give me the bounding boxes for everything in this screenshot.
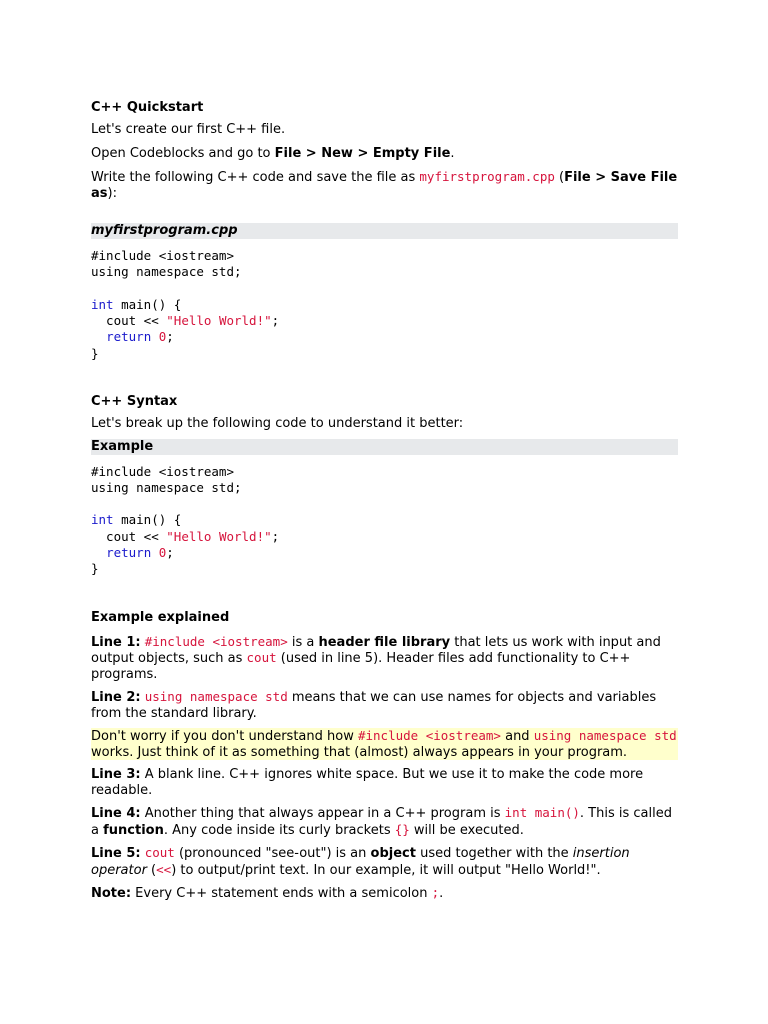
line2-code: using namespace std xyxy=(144,689,288,705)
line5-italic: insertion operator xyxy=(91,846,630,878)
code-semi-2: ; xyxy=(166,545,174,561)
line5-code: cout xyxy=(144,845,175,861)
line5-code2: << xyxy=(156,861,172,877)
line3-explanation xyxy=(91,767,678,798)
write-filename: myfirstprogram.cpp xyxy=(419,169,555,184)
line1-rest: that lets us work with input and output objects, such as xyxy=(91,634,661,667)
code-close: } xyxy=(91,561,99,577)
line4-pre: Another thing that always appear in a C++ program is xyxy=(140,806,505,822)
line4-mid: . This is called a xyxy=(91,806,672,838)
code-indent xyxy=(91,545,106,560)
line5-paren-open: ( xyxy=(146,862,157,878)
line4-bold: function xyxy=(103,822,164,838)
syntax-title: C++ Syntax xyxy=(91,394,178,410)
line1-mid: is a xyxy=(287,634,319,650)
line5-pre: (pronounced "see-out") is an xyxy=(174,846,371,862)
quickstart-title: C++ Quickstart xyxy=(91,100,204,115)
write-menu: File > Save File as xyxy=(91,170,678,201)
code-using: using namespace std; xyxy=(91,479,242,495)
line3-label: Line 3: xyxy=(91,767,141,783)
code-kw-return: return xyxy=(106,329,152,345)
code-cout: cout << xyxy=(91,528,167,544)
line4-explanation xyxy=(91,805,678,838)
code-zero: 0 xyxy=(151,329,167,345)
code-close: } xyxy=(91,345,99,361)
note2-pre: Every C++ statement ends with a semicolon xyxy=(131,886,432,902)
code-kw-return: return xyxy=(106,545,152,561)
open-menu: File > New > Empty File xyxy=(274,145,451,161)
code-indent xyxy=(91,329,106,344)
syntax-intro: Let's break up the following code to understand it better: xyxy=(91,416,464,432)
open-post: . xyxy=(450,145,455,161)
code-semi: ; xyxy=(271,528,280,544)
line4-mid2: . Any code inside its curly brackets xyxy=(163,822,395,838)
note-label: Note: xyxy=(91,886,132,902)
open-pre: Open Codeblocks and go to xyxy=(91,145,275,161)
line5-explanation xyxy=(91,845,678,878)
code-kw-int: int xyxy=(91,296,114,312)
code-block-2 xyxy=(91,464,678,578)
write-mid: ( xyxy=(554,170,565,185)
line5-bold: object xyxy=(370,846,416,862)
line3-rest: A blank line. C++ ignores white space. But we use it to make the code more readable. xyxy=(91,767,644,798)
note-post: works. Just think of it as something that (almost) always appears in your program. xyxy=(91,744,628,760)
content xyxy=(91,100,678,902)
line1-end: (used in line 5). Header files add functionality to C++ programs. xyxy=(91,651,631,682)
note2-code: ; xyxy=(431,885,440,901)
line1-label: Line 1: xyxy=(91,634,141,650)
line2-rest: means that we can use names for objects and variables from the standard library. xyxy=(91,690,657,721)
code-block-1 xyxy=(91,248,678,362)
code-main: main() { xyxy=(113,512,182,528)
note-and: and xyxy=(500,729,534,745)
code-semi-2: ; xyxy=(166,329,174,345)
write-pre: Write the following C++ code and save the file as xyxy=(91,170,420,185)
code-hello: "Hello World!" xyxy=(166,313,272,329)
line4-code: int main() xyxy=(504,805,580,821)
line2-explanation xyxy=(91,689,678,721)
code-cout: cout << xyxy=(91,313,167,329)
open-instructions xyxy=(91,146,678,162)
note-pre: Don't worry if you don't understand how xyxy=(91,729,358,745)
example-caption: Example xyxy=(91,439,678,455)
line4-end: will be executed. xyxy=(409,822,524,838)
quickstart-intro: Let's create our first C++ file. xyxy=(91,122,286,137)
file-caption: myfirstprogram.cpp xyxy=(91,223,678,239)
line4-code2: {} xyxy=(394,821,410,837)
code-include: #include <iostream> xyxy=(91,248,234,263)
line5-mid: used together with the xyxy=(415,846,573,862)
line2-label: Line 2: xyxy=(91,690,141,706)
code-include: #include <iostream> xyxy=(91,463,234,479)
line4-label: Line 4: xyxy=(91,806,141,822)
explained-title: Example explained xyxy=(91,609,230,625)
code-kw-int: int xyxy=(91,512,114,528)
line5-label: Line 5: xyxy=(91,846,141,862)
note-code2: using namespace std xyxy=(533,728,677,744)
line5-end: ) to output/print text. In our example, it will output "Hello World!". xyxy=(171,862,601,878)
write-instructions xyxy=(91,169,678,201)
line1-explanation xyxy=(91,634,678,683)
code-zero: 0 xyxy=(151,545,167,561)
write-post: ): xyxy=(107,185,117,201)
note-code1: #include <iostream> xyxy=(357,728,501,744)
semicolon-note xyxy=(91,885,678,902)
code-using: using namespace std; xyxy=(91,264,242,280)
code-semi: ; xyxy=(271,313,280,329)
line1-code2: cout xyxy=(246,650,277,666)
note-box xyxy=(91,728,678,760)
note2-end: . xyxy=(439,886,444,902)
line1-bold: header file library xyxy=(318,634,451,650)
code-main: main() { xyxy=(113,296,182,312)
code-hello: "Hello World!" xyxy=(166,528,272,544)
line1-code: #include <iostream> xyxy=(144,633,288,649)
